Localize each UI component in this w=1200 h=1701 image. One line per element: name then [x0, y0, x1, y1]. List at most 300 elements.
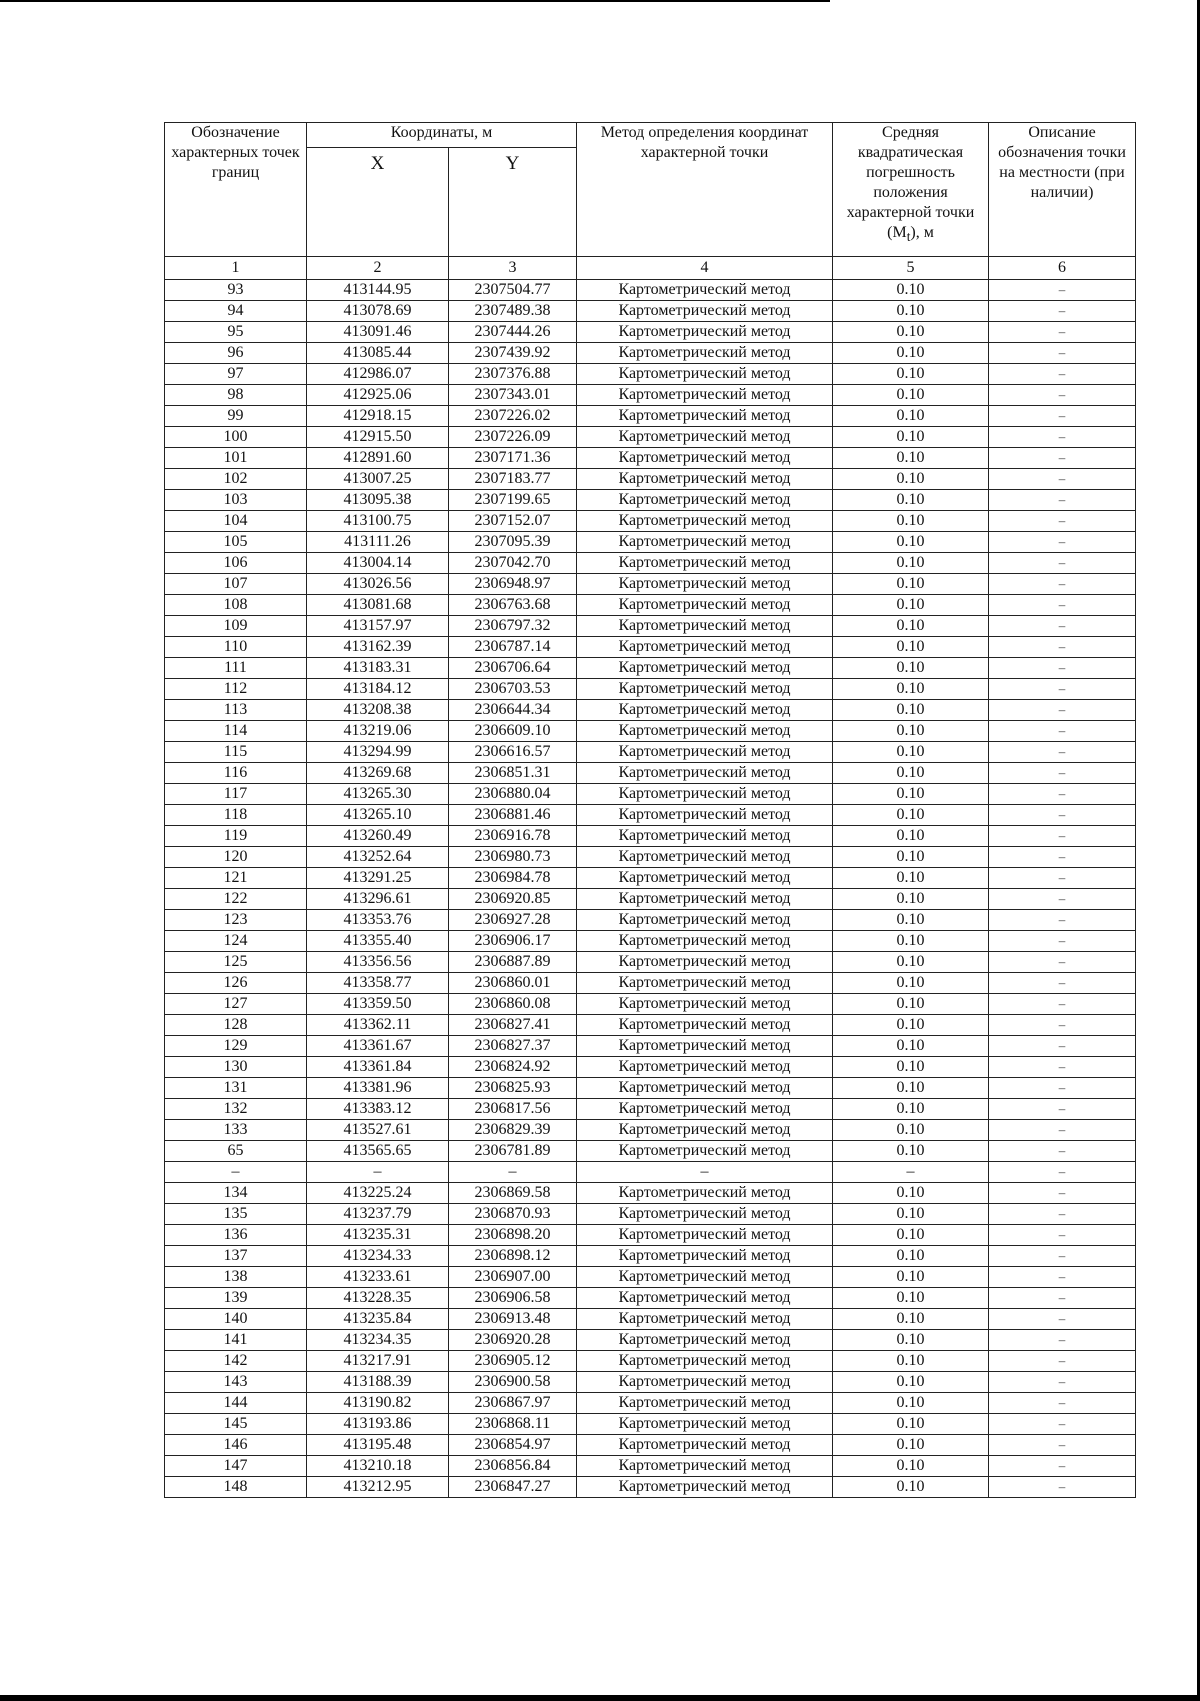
method: Картометрический метод	[577, 847, 833, 868]
point-id: 130	[165, 1057, 307, 1078]
coord-y: 2306781.89	[449, 1141, 577, 1162]
point-id: 128	[165, 1015, 307, 1036]
point-id: 114	[165, 721, 307, 742]
coord-y: 2307152.07	[449, 511, 577, 532]
coord-y: 2306763.68	[449, 595, 577, 616]
error-value: 0.10	[833, 1183, 989, 1204]
point-id: 95	[165, 322, 307, 343]
error-value: 0.10	[833, 448, 989, 469]
point-id: 115	[165, 742, 307, 763]
coord-x: 413358.77	[307, 973, 449, 994]
error-value: 0.10	[833, 1204, 989, 1225]
point-id: 138	[165, 1267, 307, 1288]
error-value: 0.10	[833, 1057, 989, 1078]
description: –	[989, 721, 1136, 742]
coord-x: 412915.50	[307, 427, 449, 448]
coord-y: 2306787.14	[449, 637, 577, 658]
method: Картометрический метод	[577, 826, 833, 847]
header-error: Средняя квадратическая погрешность положения характерной точки $(M_t)$, м	[833, 123, 989, 257]
method: Картометрический метод	[577, 931, 833, 952]
point-id: 112	[165, 679, 307, 700]
error-value: 0.10	[833, 805, 989, 826]
error-value: 0.10	[833, 931, 989, 952]
coord-x: 413234.35	[307, 1330, 449, 1351]
point-id: 133	[165, 1120, 307, 1141]
error-value: 0.10	[833, 301, 989, 322]
method: Картометрический метод	[577, 1141, 833, 1162]
error-value: 0.10	[833, 322, 989, 343]
description: –	[989, 595, 1136, 616]
point-id: 127	[165, 994, 307, 1015]
error-value: 0.10	[833, 1393, 989, 1414]
method: Картометрический метод	[577, 742, 833, 763]
description: –	[989, 532, 1136, 553]
description: –	[989, 1477, 1136, 1498]
coord-x: 413081.68	[307, 595, 449, 616]
table-row	[165, 805, 1136, 826]
error-value: 0.10	[833, 1267, 989, 1288]
coord-y: 2306984.78	[449, 868, 577, 889]
method: Картометрический метод	[577, 595, 833, 616]
error-value: 0.10	[833, 910, 989, 931]
point-id: 118	[165, 805, 307, 826]
header-coordinates: Координаты, м	[307, 123, 577, 148]
header-y: Y	[449, 148, 577, 257]
coord-x: 413225.24	[307, 1183, 449, 1204]
coord-y: 2306829.39	[449, 1120, 577, 1141]
table-row	[165, 889, 1136, 910]
description: –	[989, 1036, 1136, 1057]
description: –	[989, 742, 1136, 763]
coord-x: 413361.67	[307, 1036, 449, 1057]
point-id: 136	[165, 1225, 307, 1246]
table-row	[165, 1120, 1136, 1141]
error-value: 0.10	[833, 868, 989, 889]
description: –	[989, 469, 1136, 490]
error-value: 0.10	[833, 1330, 989, 1351]
error-value: 0.10	[833, 1225, 989, 1246]
point-id: 100	[165, 427, 307, 448]
description: –	[989, 280, 1136, 301]
coord-y: 2306898.20	[449, 1225, 577, 1246]
error-value: 0.10	[833, 1351, 989, 1372]
coord-x: 413353.76	[307, 910, 449, 931]
point-id: 103	[165, 490, 307, 511]
error-value: 0.10	[833, 553, 989, 574]
description: –	[989, 868, 1136, 889]
point-id: 96	[165, 343, 307, 364]
error-value: 0.10	[833, 637, 989, 658]
description: –	[989, 1120, 1136, 1141]
error-value: 0.10	[833, 1246, 989, 1267]
point-id: 139	[165, 1288, 307, 1309]
description: –	[989, 1351, 1136, 1372]
point-id: 135	[165, 1204, 307, 1225]
coord-y: 2306916.78	[449, 826, 577, 847]
coord-x: 413361.84	[307, 1057, 449, 1078]
error-value: 0.10	[833, 973, 989, 994]
error-value: 0.10	[833, 1036, 989, 1057]
point-id: 145	[165, 1414, 307, 1435]
point-id: 110	[165, 637, 307, 658]
coord-x: 413237.79	[307, 1204, 449, 1225]
method: Картометрический метод	[577, 910, 833, 931]
method: Картометрический метод	[577, 637, 833, 658]
table-row	[165, 763, 1136, 784]
table-row	[165, 1204, 1136, 1225]
method: Картометрический метод	[577, 1099, 833, 1120]
description: –	[989, 301, 1136, 322]
method: Картометрический метод	[577, 1309, 833, 1330]
table-row	[165, 1414, 1136, 1435]
point-id: 111	[165, 658, 307, 679]
coord-y: 2306913.48	[449, 1309, 577, 1330]
error-value: 0.10	[833, 763, 989, 784]
description: –	[989, 1078, 1136, 1099]
method: Картометрический метод	[577, 385, 833, 406]
boundary-points-table	[164, 122, 1136, 1498]
description: –	[989, 1372, 1136, 1393]
coord-y: 2306851.31	[449, 763, 577, 784]
description: –	[989, 1435, 1136, 1456]
coord-x: 412986.07	[307, 364, 449, 385]
coord-y: 2306900.58	[449, 1372, 577, 1393]
error-value: 0.10	[833, 1477, 989, 1498]
column-number-row	[165, 257, 1136, 280]
point-id: 109	[165, 616, 307, 637]
table-row	[165, 385, 1136, 406]
point-id: 137	[165, 1246, 307, 1267]
point-id: 93	[165, 280, 307, 301]
description: –	[989, 700, 1136, 721]
error-value: 0.10	[833, 364, 989, 385]
table-row	[165, 490, 1136, 511]
table-row	[165, 343, 1136, 364]
coord-x: 413144.95	[307, 280, 449, 301]
coord-y: 2306920.85	[449, 889, 577, 910]
method: Картометрический метод	[577, 784, 833, 805]
coord-x: 413195.48	[307, 1435, 449, 1456]
method: Картометрический метод	[577, 1015, 833, 1036]
table-row	[165, 1099, 1136, 1120]
error-value: 0.10	[833, 427, 989, 448]
coord-y: 2306868.11	[449, 1414, 577, 1435]
coord-x: 413095.38	[307, 490, 449, 511]
method: Картометрический метод	[577, 448, 833, 469]
method: Картометрический метод	[577, 1246, 833, 1267]
column-number: 1	[165, 257, 307, 280]
point-id: 147	[165, 1456, 307, 1477]
coord-x: 413233.61	[307, 1267, 449, 1288]
description: –	[989, 1267, 1136, 1288]
coord-y: 2306905.12	[449, 1351, 577, 1372]
description: –	[989, 553, 1136, 574]
description: –	[989, 574, 1136, 595]
table-row	[165, 973, 1136, 994]
coord-y: 2306825.93	[449, 1078, 577, 1099]
error-value: 0.10	[833, 343, 989, 364]
point-id: 101	[165, 448, 307, 469]
error-value: 0.10	[833, 700, 989, 721]
table-row	[165, 511, 1136, 532]
point-id: 142	[165, 1351, 307, 1372]
coord-y: 2307226.09	[449, 427, 577, 448]
coord-x: 413252.64	[307, 847, 449, 868]
coord-x: 413265.10	[307, 805, 449, 826]
error-value: 0.10	[833, 385, 989, 406]
table-row	[165, 994, 1136, 1015]
method: Картометрический метод	[577, 1393, 833, 1414]
table-row	[165, 1351, 1136, 1372]
table-row	[165, 910, 1136, 931]
point-id: 146	[165, 1435, 307, 1456]
method: Картометрический метод	[577, 1057, 833, 1078]
table-row	[165, 1372, 1136, 1393]
coord-y: 2306869.58	[449, 1183, 577, 1204]
description: –	[989, 805, 1136, 826]
coord-y: 2307095.39	[449, 532, 577, 553]
method: Картометрический метод	[577, 322, 833, 343]
coord-x: 413183.31	[307, 658, 449, 679]
method: Картометрический метод	[577, 1120, 833, 1141]
coord-y: 2307199.65	[449, 490, 577, 511]
error-value: 0.10	[833, 1141, 989, 1162]
description: –	[989, 1330, 1136, 1351]
table-row	[165, 784, 1136, 805]
coord-x: 413296.61	[307, 889, 449, 910]
table-row	[165, 1330, 1136, 1351]
header-method: Метод определения координат характерной точки	[577, 123, 833, 257]
table-row	[165, 1435, 1136, 1456]
method: Картометрический метод	[577, 868, 833, 889]
description: –	[989, 1204, 1136, 1225]
coord-x: 413235.84	[307, 1309, 449, 1330]
coord-x: 413085.44	[307, 343, 449, 364]
table-row	[165, 406, 1136, 427]
method: Картометрический метод	[577, 343, 833, 364]
error-value: 0.10	[833, 1435, 989, 1456]
coord-x: 413269.68	[307, 763, 449, 784]
table-row	[165, 847, 1136, 868]
coord-y: 2306827.37	[449, 1036, 577, 1057]
method: Картометрический метод	[577, 1330, 833, 1351]
coord-x: 413291.25	[307, 868, 449, 889]
error-value: 0.10	[833, 994, 989, 1015]
method: Картометрический метод	[577, 973, 833, 994]
description: –	[989, 1309, 1136, 1330]
method: Картометрический метод	[577, 952, 833, 973]
table-row	[165, 742, 1136, 763]
description: –	[989, 385, 1136, 406]
table-row	[165, 679, 1136, 700]
error-value: 0.10	[833, 280, 989, 301]
method: Картометрический метод	[577, 994, 833, 1015]
coord-x: 413260.49	[307, 826, 449, 847]
point-id: 120	[165, 847, 307, 868]
method: Картометрический метод	[577, 427, 833, 448]
table-row	[165, 322, 1136, 343]
coord-y: 2306860.08	[449, 994, 577, 1015]
table-row	[165, 448, 1136, 469]
description: –	[989, 511, 1136, 532]
coord-y: 2306827.41	[449, 1015, 577, 1036]
description: –	[989, 343, 1136, 364]
description: –	[989, 910, 1136, 931]
table-row	[165, 1456, 1136, 1477]
table-row	[165, 364, 1136, 385]
coord-y: 2306887.89	[449, 952, 577, 973]
description: –	[989, 952, 1136, 973]
coord-y: 2306907.00	[449, 1267, 577, 1288]
point-id: 105	[165, 532, 307, 553]
coord-x: 412891.60	[307, 448, 449, 469]
table-row	[165, 1078, 1136, 1099]
error-value: 0.10	[833, 1015, 989, 1036]
table-row	[165, 1246, 1136, 1267]
method: Картометрический метод	[577, 490, 833, 511]
scan-edge-top	[0, 0, 830, 2]
column-number: 4	[577, 257, 833, 280]
point-id: 131	[165, 1078, 307, 1099]
point-id: 97	[165, 364, 307, 385]
table-row	[165, 658, 1136, 679]
description: –	[989, 1288, 1136, 1309]
point-id: 117	[165, 784, 307, 805]
coord-x: 413356.56	[307, 952, 449, 973]
coord-x: 413527.61	[307, 1120, 449, 1141]
table-row	[165, 595, 1136, 616]
error-value: 0.10	[833, 847, 989, 868]
method: Картометрический метод	[577, 364, 833, 385]
method: Картометрический метод	[577, 1372, 833, 1393]
point-id: 119	[165, 826, 307, 847]
point-id: 144	[165, 1393, 307, 1414]
coord-x: 413004.14	[307, 553, 449, 574]
coord-x: 413193.86	[307, 1414, 449, 1435]
coord-x: 413381.96	[307, 1078, 449, 1099]
error-value: 0.10	[833, 1078, 989, 1099]
method: Картометрический метод	[577, 700, 833, 721]
description: –	[989, 1057, 1136, 1078]
header-description: Описание обозначения точки на местности (при наличии)	[989, 123, 1136, 257]
description: –	[989, 406, 1136, 427]
table-row	[165, 616, 1136, 637]
coord-x: 413188.39	[307, 1372, 449, 1393]
coord-y: 2306609.10	[449, 721, 577, 742]
description: –	[989, 322, 1136, 343]
point-id: 123	[165, 910, 307, 931]
table-row	[165, 1036, 1136, 1057]
method: Картометрический метод	[577, 1435, 833, 1456]
point-id: 106	[165, 553, 307, 574]
description: –	[989, 658, 1136, 679]
error-value: 0.10	[833, 658, 989, 679]
coord-x: 413217.91	[307, 1351, 449, 1372]
coord-y: 2306854.97	[449, 1435, 577, 1456]
table-row	[165, 1309, 1136, 1330]
table-row	[165, 532, 1136, 553]
method: Картометрический метод	[577, 280, 833, 301]
description: –	[989, 973, 1136, 994]
error-value: 0.10	[833, 1288, 989, 1309]
method: Картометрический метод	[577, 1036, 833, 1057]
method: Картометрический метод	[577, 679, 833, 700]
table-row	[165, 868, 1136, 889]
description: –	[989, 427, 1136, 448]
method: Картометрический метод	[577, 511, 833, 532]
method: Картометрический метод	[577, 469, 833, 490]
table-row	[165, 1183, 1136, 1204]
table-row	[165, 574, 1136, 595]
coord-x: 413234.33	[307, 1246, 449, 1267]
coord-y: –	[449, 1162, 577, 1183]
error-value: 0.10	[833, 679, 989, 700]
coord-y: 2307042.70	[449, 553, 577, 574]
description: –	[989, 1141, 1136, 1162]
point-id: 116	[165, 763, 307, 784]
description: –	[989, 490, 1136, 511]
method: Картометрический метод	[577, 721, 833, 742]
coord-y: 2306948.97	[449, 574, 577, 595]
point-id: 113	[165, 700, 307, 721]
point-id: 121	[165, 868, 307, 889]
method: Картометрический метод	[577, 1078, 833, 1099]
coord-x: 413190.82	[307, 1393, 449, 1414]
method: Картометрический метод	[577, 1225, 833, 1246]
point-id: 132	[165, 1099, 307, 1120]
table-row	[165, 1141, 1136, 1162]
point-id: 125	[165, 952, 307, 973]
description: –	[989, 1393, 1136, 1414]
coord-x: 413219.06	[307, 721, 449, 742]
coord-y: 2307376.88	[449, 364, 577, 385]
error-value: 0.10	[833, 532, 989, 553]
table-row	[165, 637, 1136, 658]
coord-y: 2307444.26	[449, 322, 577, 343]
coord-x: 413162.39	[307, 637, 449, 658]
coord-x: 413091.46	[307, 322, 449, 343]
table-row	[165, 700, 1136, 721]
error-value: 0.10	[833, 1456, 989, 1477]
point-id: 134	[165, 1183, 307, 1204]
error-value: –	[833, 1162, 989, 1183]
coord-x: 413565.65	[307, 1141, 449, 1162]
error-value: 0.10	[833, 595, 989, 616]
table-row	[165, 469, 1136, 490]
point-id: 94	[165, 301, 307, 322]
error-value: 0.10	[833, 742, 989, 763]
error-value: 0.10	[833, 1372, 989, 1393]
description: –	[989, 1414, 1136, 1435]
error-value: 0.10	[833, 952, 989, 973]
method: Картометрический метод	[577, 1267, 833, 1288]
coord-x: 413265.30	[307, 784, 449, 805]
method: Картометрический метод	[577, 1288, 833, 1309]
point-id: 129	[165, 1036, 307, 1057]
coord-x: 413210.18	[307, 1456, 449, 1477]
coord-x: 413294.99	[307, 742, 449, 763]
coord-y: 2307504.77	[449, 280, 577, 301]
description: –	[989, 616, 1136, 637]
error-value: 0.10	[833, 1309, 989, 1330]
point-id: 143	[165, 1372, 307, 1393]
coord-y: 2306880.04	[449, 784, 577, 805]
coord-x: 413235.31	[307, 1225, 449, 1246]
table-row	[165, 1288, 1136, 1309]
coord-y: 2306797.32	[449, 616, 577, 637]
description: –	[989, 784, 1136, 805]
description: –	[989, 637, 1136, 658]
